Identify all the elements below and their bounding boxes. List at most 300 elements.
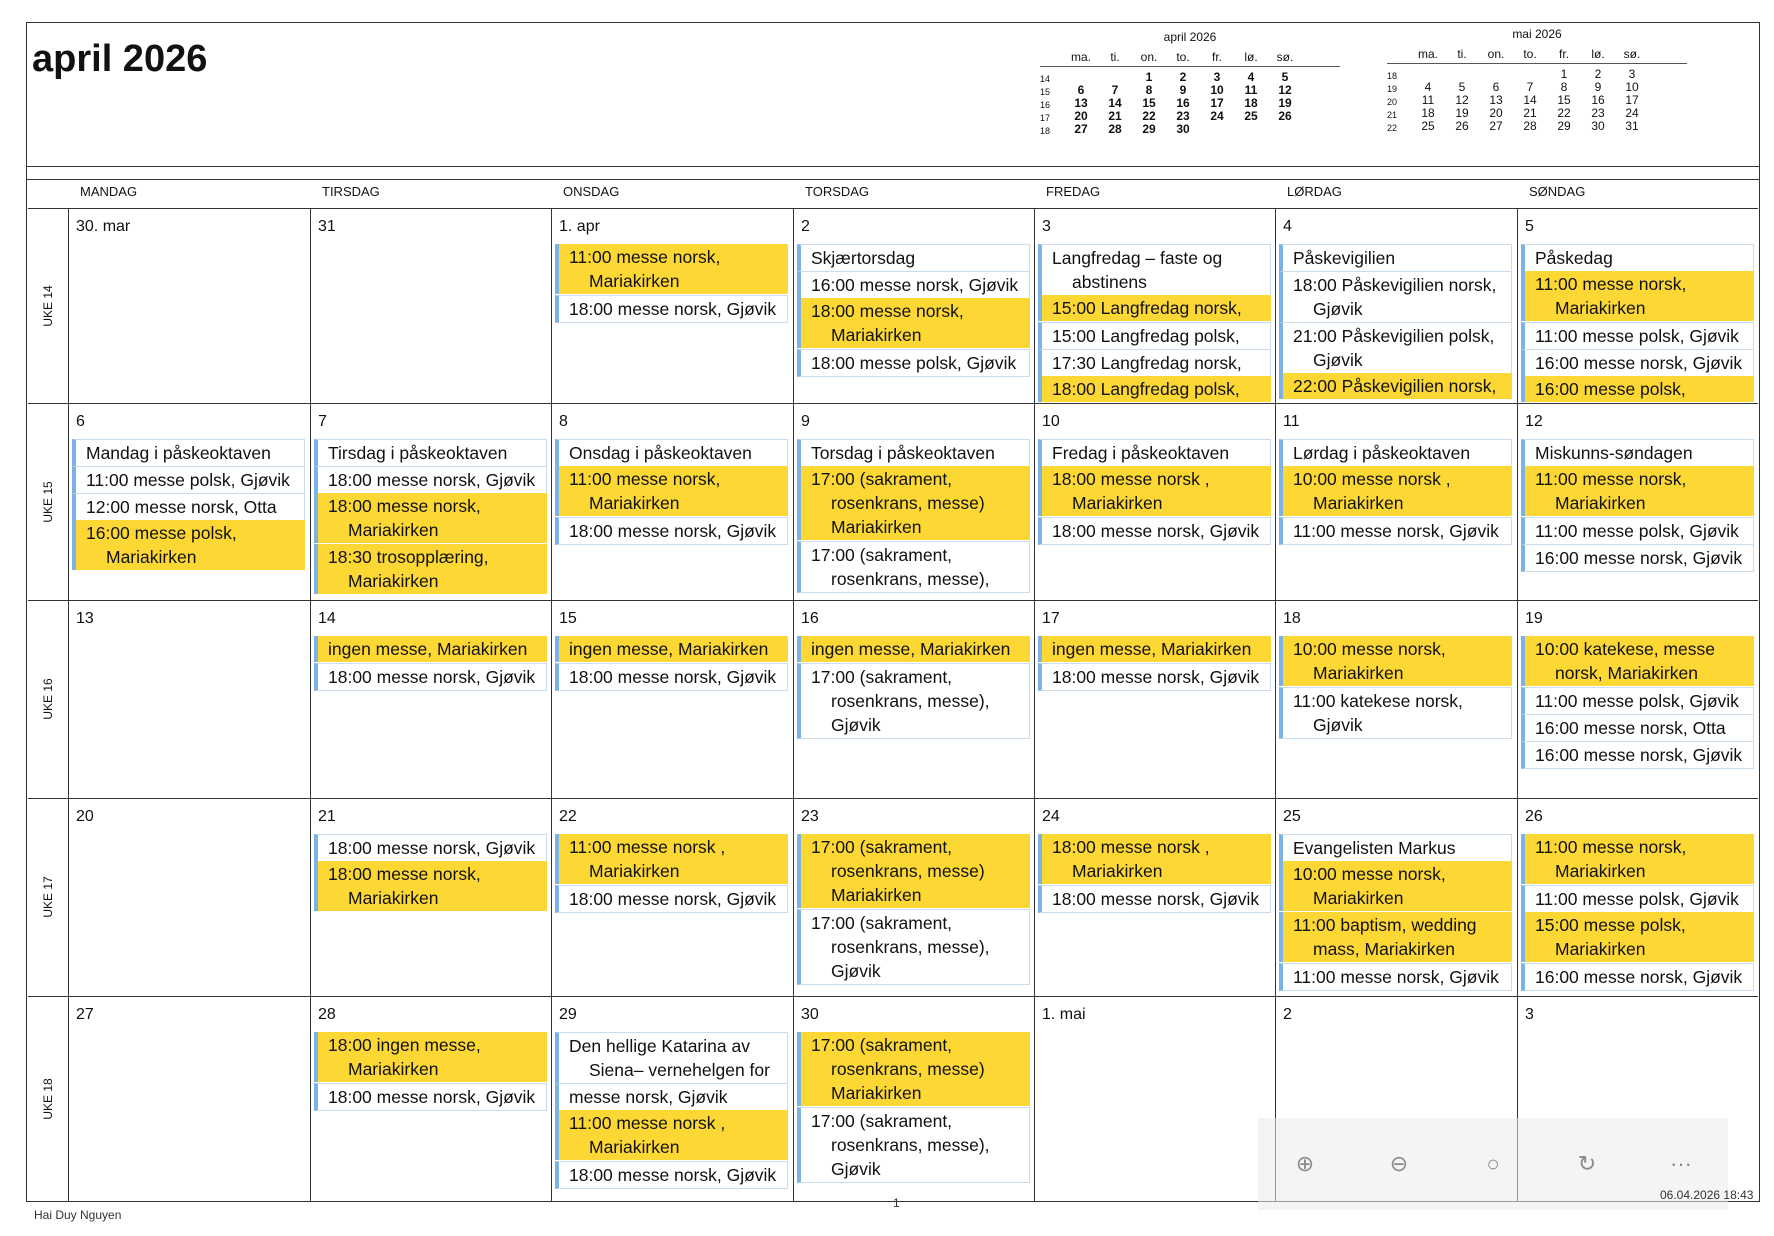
mini-day: 31 <box>1625 119 1639 133</box>
calendar-event[interactable] <box>797 541 1030 593</box>
event-text: 18:00 Langfredag polsk, <box>1052 379 1240 399</box>
event-text: 18:00 messe norsk, <box>811 301 964 321</box>
calendar-event[interactable] <box>555 1110 788 1160</box>
event-text: 11:00 messe norsk, <box>1535 837 1687 857</box>
event-text: 18:00 messe norsk, Gjøvik <box>569 521 777 541</box>
calendar-event[interactable] <box>797 271 1030 299</box>
day-cell <box>1034 996 1275 1202</box>
day-number: 30 <box>801 1006 819 1023</box>
calendar-event[interactable] <box>1521 714 1754 742</box>
zoom-out-icon[interactable]: ⊖ <box>1389 1151 1409 1176</box>
mini-day: 12 <box>1278 83 1292 97</box>
mini-day: 8 <box>1560 80 1568 94</box>
event-text: 11:00 messe norsk , <box>569 837 726 857</box>
day-number: 14 <box>318 610 336 627</box>
day-cell <box>68 996 309 1202</box>
event-text: 18:00 messe norsk, Gjøvik <box>1052 667 1260 687</box>
day-cell <box>1034 798 1275 996</box>
calendar-event[interactable] <box>1038 322 1271 350</box>
mini-day: 23 <box>1176 109 1190 123</box>
day-cell <box>1275 208 1516 403</box>
event-text: 11:00 messe norsk, <box>569 247 721 267</box>
calendar-event[interactable] <box>1038 244 1271 296</box>
calendar-event[interactable] <box>555 1083 788 1111</box>
calendar-event[interactable] <box>1521 349 1754 377</box>
calendar-event[interactable] <box>555 1032 788 1084</box>
event-text: 18:30 trosopplæring, <box>328 547 489 567</box>
event-text: 16:00 messe norsk, Gjøvik <box>1535 745 1743 765</box>
event-text: 11:00 katekese norsk, <box>1293 691 1463 711</box>
calendar-event[interactable] <box>1279 834 1512 862</box>
mini-day: 21 <box>1108 109 1122 123</box>
calendar-event[interactable] <box>555 295 788 323</box>
mini-calendar-title: april 2026 <box>1163 30 1217 44</box>
calendar-event[interactable] <box>1521 741 1754 769</box>
calendar-event[interactable] <box>1521 687 1754 715</box>
day-cell <box>793 403 1034 600</box>
week-label-text: UKE 14 <box>41 284 55 327</box>
calendar-event[interactable] <box>797 1107 1030 1183</box>
event-text: 11:00 messe norsk, <box>569 469 721 489</box>
event-text: ingen messe, Mariakirken <box>328 639 528 659</box>
event-text: Fredag i påskeoktaven <box>1052 443 1230 463</box>
event-text: Mandag i påskeoktaven <box>86 443 271 463</box>
event-text-line2: rosenkrans, messe), <box>831 1135 990 1155</box>
event-text: 11:00 messe polsk, Gjøvik <box>86 470 290 490</box>
mini-day: 9 <box>1594 80 1602 94</box>
event-text-line2: Mariakirken <box>589 493 680 513</box>
calendar-event[interactable] <box>1038 663 1271 691</box>
day-cell <box>68 798 309 996</box>
mini-week-number: 18 <box>1040 126 1051 136</box>
calendar-event[interactable] <box>1521 244 1754 272</box>
weekday-fredag: FREDAG <box>1046 184 1101 199</box>
event-text-line2: Siena– vernehelgen for <box>589 1060 770 1080</box>
more-icon[interactable]: ··· <box>1670 1151 1692 1176</box>
calendar-event[interactable] <box>555 663 788 691</box>
event-text: 18:00 messe norsk, Gjøvik <box>328 1087 536 1107</box>
event-text: 17:00 (sakrament, <box>811 469 953 489</box>
event-text: 18:00 messe norsk, Gjøvik <box>328 470 536 490</box>
mini-calendar-may <box>1387 27 1687 137</box>
mini-day: 27 <box>1074 122 1088 136</box>
calendar-event[interactable] <box>555 885 788 913</box>
day-cell <box>1517 600 1758 798</box>
calendar-event[interactable] <box>1038 885 1271 913</box>
calendar-event[interactable] <box>555 517 788 545</box>
event-text-line2: Mariakirken <box>348 1059 439 1079</box>
calendar-event[interactable] <box>314 1032 547 1082</box>
calendar-event[interactable] <box>797 663 1030 739</box>
mini-day: 1 <box>1145 70 1153 84</box>
calendar-event[interactable] <box>1038 517 1271 545</box>
page-title: april 2026 <box>32 38 208 80</box>
event-text: 18:00 Påskevigilien norsk, <box>1293 275 1497 295</box>
zoom-in-icon[interactable]: ⊕ <box>1295 1151 1315 1176</box>
calendar-event[interactable] <box>1521 376 1754 402</box>
mini-day: 16 <box>1176 96 1190 110</box>
week-label-text: UKE 17 <box>41 876 55 918</box>
event-text: 11:00 messe norsk, Gjøvik <box>1293 521 1499 541</box>
event-text: 21:00 Påskevigilien polsk, <box>1293 326 1495 346</box>
day-cell <box>1517 798 1758 996</box>
calendar-event[interactable] <box>1038 834 1271 884</box>
event-text: 17:00 (sakrament, <box>811 1111 953 1131</box>
event-text-line2: rosenkrans, messe) <box>831 493 985 513</box>
mini-weekday: sø. <box>1276 50 1294 64</box>
calendar-event[interactable] <box>1279 373 1512 399</box>
day-number: 8 <box>559 413 568 430</box>
mini-day: 5 <box>1281 70 1289 84</box>
calendar-event[interactable] <box>1038 466 1271 516</box>
calendar-event[interactable] <box>1521 322 1754 350</box>
calendar-event[interactable] <box>555 834 788 884</box>
day-number: 3 <box>1042 218 1051 235</box>
calendar-event[interactable] <box>1279 861 1512 911</box>
event-text-line2: Gjøvik <box>1313 299 1363 319</box>
mini-day: 11 <box>1421 93 1435 107</box>
event-text: Langfredag – faste og <box>1052 248 1223 268</box>
day-cell <box>1275 600 1516 798</box>
calendar-event[interactable] <box>1279 517 1512 545</box>
day-number: 15 <box>559 610 577 627</box>
week-row <box>28 600 1758 798</box>
event-text: 17:00 (sakrament, <box>811 1035 953 1055</box>
day-cell <box>310 208 551 403</box>
calendar-event[interactable] <box>1521 834 1754 884</box>
mini-day: 29 <box>1142 122 1156 136</box>
mini-week-number: 18 <box>1387 71 1398 81</box>
week-label <box>28 798 68 996</box>
day-number: 3 <box>1525 1006 1534 1023</box>
event-text-line2: rosenkrans, messe), <box>831 691 990 711</box>
day-number: 31 <box>318 218 336 235</box>
calendar-event[interactable] <box>72 493 305 521</box>
week-label-text: UKE 16 <box>41 678 55 720</box>
day-number: 16 <box>801 610 819 627</box>
calendar-event[interactable] <box>1038 439 1271 467</box>
event-text: 17:00 (sakrament, <box>811 837 953 857</box>
mini-day: 15 <box>1142 96 1156 110</box>
calendar-event[interactable] <box>1521 963 1754 991</box>
event-text-line2: Mariakirken <box>589 271 680 291</box>
mini-day: 24 <box>1210 109 1224 123</box>
calendar-event[interactable] <box>797 834 1030 908</box>
event-text-line2: Mariakirken <box>1072 493 1163 513</box>
mini-day: 5 <box>1458 80 1466 94</box>
event-text: 18:00 messe norsk, Gjøvik <box>569 1165 777 1185</box>
calendar-event[interactable] <box>1521 439 1754 467</box>
footer-timestamp: 06.04.2026 18:43 <box>1660 1188 1754 1202</box>
event-text: 18:00 messe norsk, Gjøvik <box>569 889 777 909</box>
mini-day: 30 <box>1176 122 1190 136</box>
mini-day: 1 <box>1560 67 1568 81</box>
mini-day: 22 <box>1142 109 1156 123</box>
event-text: 10:00 messe norsk, <box>1293 864 1446 884</box>
calendar-event[interactable] <box>314 544 547 594</box>
calendar-event[interactable] <box>314 861 547 911</box>
day-number: 26 <box>1525 808 1543 825</box>
mini-day: 13 <box>1074 96 1088 110</box>
calendar-event[interactable] <box>1279 466 1512 516</box>
calendar-event[interactable] <box>314 663 547 691</box>
day-cell <box>1517 208 1758 403</box>
week-divider <box>28 208 1758 209</box>
mini-day: 28 <box>1523 119 1537 133</box>
calendar-event[interactable] <box>797 466 1030 540</box>
event-text-line2: Mariakirken <box>1313 663 1404 683</box>
week-label-text: UKE 18 <box>41 1078 55 1120</box>
calendar-event[interactable] <box>1038 636 1271 662</box>
day-cell <box>68 403 309 600</box>
event-text-line2: Gjøvik <box>1313 350 1363 370</box>
event-text-line2: rosenkrans, messe) <box>831 861 985 881</box>
calendar-event[interactable] <box>1279 322 1512 374</box>
calendar-event[interactable] <box>797 636 1030 662</box>
calendar-event[interactable] <box>1279 636 1512 686</box>
mini-day: 10 <box>1625 80 1639 94</box>
event-text: 18:00 messe norsk, Gjøvik <box>1052 521 1260 541</box>
mini-day: 9 <box>1179 83 1187 97</box>
calendar-event[interactable] <box>1038 376 1271 402</box>
weekday-tirsdag: TIRSDAG <box>322 184 380 199</box>
event-text: 17:00 (sakrament, <box>811 667 953 687</box>
zoom-fit-icon[interactable]: ○ <box>1486 1151 1500 1176</box>
calendar-event[interactable] <box>314 466 547 494</box>
footer-page-number: 1 <box>893 1196 900 1210</box>
mini-day: 3 <box>1213 70 1221 84</box>
calendar-event[interactable] <box>1279 687 1512 739</box>
calendar-event[interactable] <box>797 244 1030 272</box>
day-cell <box>310 996 551 1202</box>
day-number: 27 <box>76 1006 94 1023</box>
day-cell <box>1034 600 1275 798</box>
event-text: 11:00 messe norsk, <box>1535 469 1687 489</box>
mini-weekday: on. <box>1140 50 1158 64</box>
event-text-line2: norsk, Mariakirken <box>1555 663 1698 683</box>
mini-day: 17 <box>1625 93 1639 107</box>
event-text: Miskunns-søndagen <box>1535 443 1693 463</box>
event-text-line2: Mariakirken <box>1555 298 1646 318</box>
event-text: 16:00 messe polsk, <box>1535 379 1686 399</box>
calendar-event[interactable] <box>555 439 788 467</box>
calendar-event[interactable] <box>555 244 788 294</box>
event-text: 11:00 messe polsk, Gjøvik <box>1535 521 1739 541</box>
week-divider <box>28 600 1758 601</box>
event-text: 18:00 messe norsk, Gjøvik <box>569 667 777 687</box>
mini-calendar-april <box>1040 30 1340 140</box>
mini-day: 2 <box>1179 70 1187 84</box>
calendar-event[interactable] <box>797 909 1030 985</box>
event-text: Onsdag i påskeoktaven <box>569 443 752 463</box>
mini-day: 30 <box>1591 119 1605 133</box>
mini-weekday: fr. <box>1211 50 1222 64</box>
calendar-event[interactable] <box>555 1161 788 1189</box>
day-cell <box>310 600 551 798</box>
day-cell <box>551 600 792 798</box>
event-text: ingen messe, Mariakirken <box>811 639 1011 659</box>
mini-day: 19 <box>1455 106 1469 120</box>
event-text: 18:00 messe norsk, <box>328 496 481 516</box>
calendar-event[interactable] <box>72 439 305 467</box>
event-text-line2: rosenkrans, messe), <box>831 937 990 957</box>
calendar-event[interactable] <box>1038 349 1271 377</box>
calendar-event[interactable] <box>797 298 1030 348</box>
calendar-event[interactable] <box>1521 271 1754 321</box>
calendar-event[interactable] <box>1521 517 1754 545</box>
mini-day: 15 <box>1557 93 1571 107</box>
calendar-event[interactable] <box>314 636 547 662</box>
calendar-event[interactable] <box>1279 271 1512 323</box>
day-number: 24 <box>1042 808 1060 825</box>
calendar-event[interactable] <box>314 834 547 862</box>
day-number: 11 <box>1283 413 1300 430</box>
event-text: 16:00 messe norsk, Gjøvik <box>811 275 1019 295</box>
event-text-line2: Mariakirken <box>106 547 197 567</box>
day-cell <box>68 600 309 798</box>
week-divider <box>28 403 1758 404</box>
calendar-event[interactable] <box>72 520 305 570</box>
day-cell <box>310 798 551 996</box>
day-number: 1. apr <box>559 218 600 235</box>
calendar-event[interactable] <box>797 1032 1030 1106</box>
calendar-event[interactable] <box>1279 912 1512 962</box>
mini-day: 18 <box>1421 106 1435 120</box>
day-number: 7 <box>318 413 327 430</box>
mini-week-number: 15 <box>1040 87 1051 97</box>
mini-day: 27 <box>1489 119 1503 133</box>
calendar-event[interactable] <box>314 493 547 543</box>
event-text-line2: Mariakirken <box>589 1137 680 1157</box>
mini-day: 26 <box>1278 109 1292 123</box>
event-text: 11:00 messe polsk, Gjøvik <box>1535 326 1739 346</box>
day-number: 28 <box>318 1006 336 1023</box>
day-number: 17 <box>1042 610 1060 627</box>
day-number: 29 <box>559 1006 577 1023</box>
event-text-line2: Mariakirken <box>1313 493 1404 513</box>
week-label <box>28 996 68 1202</box>
event-text-line2: Mariakirken <box>1072 861 1163 881</box>
event-text-line2: Mariakirken <box>1555 493 1646 513</box>
event-text-line2: mass, Mariakirken <box>1313 939 1455 959</box>
calendar-event[interactable] <box>555 466 788 516</box>
event-text-line2: abstinens <box>1072 272 1147 292</box>
event-text: 11:00 messe norsk, <box>1535 274 1687 294</box>
day-cell <box>551 208 792 403</box>
calendar-event[interactable] <box>1279 439 1512 467</box>
event-text-line3: Gjøvik <box>831 1159 881 1179</box>
calendar-event[interactable] <box>1521 466 1754 516</box>
mini-day: 29 <box>1557 119 1571 133</box>
week-divider <box>28 996 1758 997</box>
day-number: 23 <box>801 808 819 825</box>
event-text-line2: rosenkrans, messe) <box>831 1059 985 1079</box>
calendar-event[interactable] <box>797 439 1030 467</box>
mini-day: 4 <box>1247 70 1255 84</box>
day-number: 18 <box>1283 610 1301 627</box>
event-text: 11:00 messe polsk, Gjøvik <box>1535 889 1739 909</box>
event-text: Tirsdag i påskeoktaven <box>328 443 508 463</box>
day-number: 21 <box>318 808 336 825</box>
event-text: 22:00 Påskevigilien norsk, <box>1293 376 1497 396</box>
calendar-event[interactable] <box>314 439 547 467</box>
event-text: 12:00 messe norsk, Otta <box>86 497 277 517</box>
mini-day: 25 <box>1421 119 1435 133</box>
mini-day: 6 <box>1077 83 1085 97</box>
event-text: 18:00 messe norsk, <box>328 864 481 884</box>
calendar-event[interactable] <box>314 1083 547 1111</box>
event-text: ingen messe, Mariakirken <box>1052 639 1252 659</box>
mini-weekday: lø. <box>1244 50 1258 64</box>
day-number: 9 <box>801 413 810 430</box>
day-cell <box>551 798 792 996</box>
weekday-lørdag: LØRDAG <box>1287 184 1342 199</box>
calendar-event[interactable] <box>1279 963 1512 991</box>
mini-day: 22 <box>1557 106 1571 120</box>
calendar-event[interactable] <box>797 349 1030 377</box>
mini-day: 28 <box>1108 122 1122 136</box>
mini-day: 20 <box>1489 106 1503 120</box>
event-text: 16:00 messe norsk, Gjøvik <box>1535 353 1743 373</box>
mini-day: 6 <box>1492 80 1500 94</box>
calendar-event[interactable] <box>1521 885 1754 913</box>
calendar-event[interactable] <box>1521 912 1754 962</box>
week-divider <box>28 798 1758 799</box>
event-text: 15:00 Langfredag polsk, <box>1052 326 1240 346</box>
event-text: Lørdag i påskeoktaven <box>1293 443 1471 463</box>
calendar-event[interactable] <box>1279 244 1512 272</box>
rotate-icon[interactable]: ↻ <box>1577 1151 1597 1176</box>
day-number: 2 <box>801 218 810 235</box>
mini-week-number: 20 <box>1387 97 1398 107</box>
week-label <box>28 208 68 403</box>
mini-weekday: ti. <box>1110 50 1120 64</box>
weekday-header <box>28 170 1758 208</box>
day-number: 12 <box>1525 413 1543 430</box>
mini-day: 16 <box>1591 93 1605 107</box>
event-text: 11:00 messe norsk , <box>569 1113 726 1133</box>
weekday-søndag: SØNDAG <box>1529 184 1586 199</box>
calendar-event[interactable] <box>555 636 788 662</box>
mini-day: 20 <box>1074 109 1088 123</box>
weekday-torsdag: TORSDAG <box>805 184 870 199</box>
mini-weekday: sø. <box>1623 47 1641 61</box>
calendar-event[interactable] <box>72 466 305 494</box>
calendar-event[interactable] <box>1521 544 1754 572</box>
event-text: 18:00 ingen messe, <box>328 1035 481 1055</box>
day-cell <box>1275 798 1516 996</box>
event-text-line2: Mariakirken <box>348 571 439 591</box>
event-text: 11:00 baptism, wedding <box>1293 915 1477 935</box>
event-text: 16:00 messe norsk, Otta <box>1535 718 1726 738</box>
week-label-text: UKE 15 <box>41 480 55 523</box>
mini-weekday: ma. <box>1417 47 1438 61</box>
event-text-line2: Gjøvik <box>1313 715 1363 735</box>
event-text: 15:00 Langfredag norsk, <box>1052 298 1242 318</box>
calendar-event[interactable] <box>1521 636 1754 686</box>
day-cell <box>310 403 551 600</box>
day-number: 4 <box>1283 218 1292 235</box>
event-text-line2: Mariakirken <box>1555 939 1646 959</box>
day-cell <box>1275 403 1516 600</box>
event-text-line3: Mariakirken <box>831 1083 922 1103</box>
calendar-event[interactable] <box>1038 295 1271 321</box>
mini-weekday: ma. <box>1070 50 1091 64</box>
day-cell <box>1517 403 1758 600</box>
event-text-line2: rosenkrans, messe), <box>831 569 990 589</box>
week-label <box>28 403 68 600</box>
event-text: 18:00 messe norsk, Gjøvik <box>328 838 536 858</box>
